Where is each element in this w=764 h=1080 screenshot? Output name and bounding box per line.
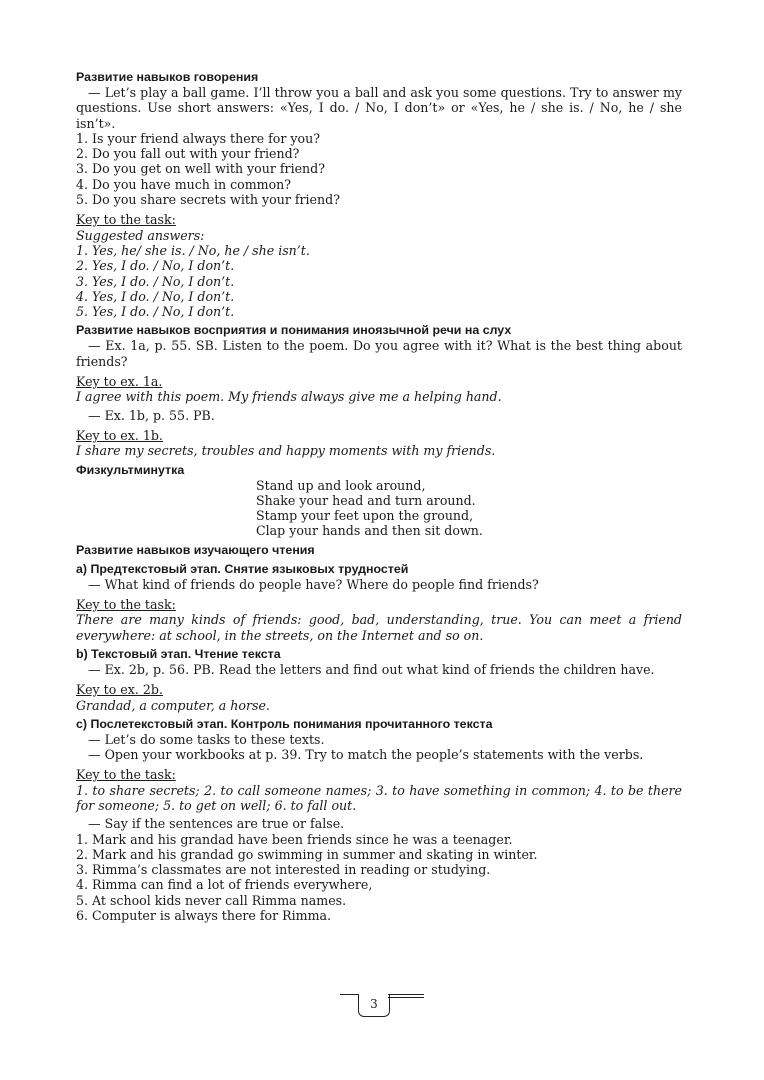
list-item: 5. At school kids never call Rimma names. [76,892,347,908]
page-number: 3 [358,994,390,1017]
key-text: 1. to share secrets; 2. to call someone names; 3. to have something in common; 4. to be there for someone; 5. to get on well; 6. to fall out. [76,782,682,813]
paragraph-task: — What kind of friends do people have? Where do people find friends? [88,576,539,592]
list-item: 4. Do you have much in common? [76,176,292,192]
list-item: 1. Yes, he/ she is. / No, he / she isn’t. [76,242,310,258]
paragraph-task: — Let’s do some tasks to these texts. [88,731,325,747]
list-item: 6. Computer is always there for Rimma. [76,908,332,924]
list-item: 2. Do you fall out with your friend? [76,146,300,162]
key-text: Grandad, a computer, a horse. [76,697,270,713]
paragraph-task: — Ex. 2b, p. 56. PB. Read the letters and find out what kind of friends the children have. [88,661,655,677]
list-item: 2. Mark and his grandad go swimming in summer and skating in winter. [76,846,538,862]
footer-rule-left [340,994,358,995]
key-label: Key to ex. 2b. [76,682,163,698]
subheading-pre-reading: а) Предтекстовый этап. Снятие языковых трудностей [76,561,409,576]
key-text: I share my secrets, troubles and happy moments with my friends. [76,443,496,459]
section-heading-speaking: Развитие навыков говорения [76,70,259,84]
poem-line: Clap your hands and then sit down. [256,523,483,539]
page-content [76,66,682,923]
list-item: 4. Rimma can find a lot of friends everywhere, [76,877,373,893]
list-item: 4. Yes, I do. / No, I don’t. [76,288,235,304]
paragraph-task: — Ex. 1b, p. 55. PB. [88,407,215,423]
list-item: 2. Yes, I do. / No, I don’t. [76,258,235,274]
poem [76,478,682,539]
key-label: Key to the task: [76,597,176,613]
key-label: Key to ex. 1b. [76,427,163,443]
key-label: Key to ex. 1a. [76,374,163,390]
key-label: Key to the task: [76,767,176,783]
footer-rule-right-2 [388,997,424,998]
list-item: 1. Is your friend always there for you? [76,130,320,146]
paragraph-task: — Ex. 1a, p. 55. SB. Listen to the poem. Do you agree with it? What is the best thing about friends? [76,338,682,369]
poem-line: Stamp your feet upon the ground, [256,508,474,524]
list-item: 3. Do you get on well with your friend? [76,161,325,177]
key-label: Key to the task: [76,212,176,228]
key-text: There are many kinds of friends: good, bad, understanding, true. You can meet a friend everywhere: at school, in the streets, on the Internet and so on. [76,612,682,643]
list-item: 5. Yes, I do. / No, I don’t. [76,304,235,320]
list-item: 1. Mark and his grandad have been friends since he was a teenager. [76,831,513,847]
list-item: 5. Do you share secrets with your friend? [76,192,340,208]
key-text: I agree with this poem. My friends always give me a helping hand. [76,389,502,405]
list-item: 3. Yes, I do. / No, I don’t. [76,273,235,289]
footer-rule-right [388,994,424,995]
suggested-answers-label: Suggested answers: [76,227,205,243]
paragraph-task: — Say if the sentences are true or false. [88,816,345,832]
poem-line: Shake your head and turn around. [256,492,476,508]
paragraph-ball-game: — Let’s play a ball game. I’ll throw you a ball and ask you some questions. Try to answer my questions. Use short answers: «Yes, I do. / No, I don’t» or «Yes, he / she is. / No, he / she isn’t». [76,85,682,131]
subheading-post-reading: c) Послетекстовый этап. Контроль понимания прочитанного текста [76,716,493,731]
paragraph-task: — Open your workbooks at p. 39. Try to match the people’s statements with the verbs. [88,747,644,763]
poem-line: Stand up and look around, [256,477,426,493]
list-item: 3. Rimma’s classmates are not interested in reading or studying. [76,862,491,878]
subheading-reading: b) Текстовый этап. Чтение текста [76,646,281,661]
section-heading-reading: Развитие навыков изучающего чтения [76,542,315,557]
section-heading-listening: Развитие навыков восприятия и понимания иноязычной речи на слух [76,323,512,338]
section-heading-exercise: Физкультминутка [76,462,185,477]
